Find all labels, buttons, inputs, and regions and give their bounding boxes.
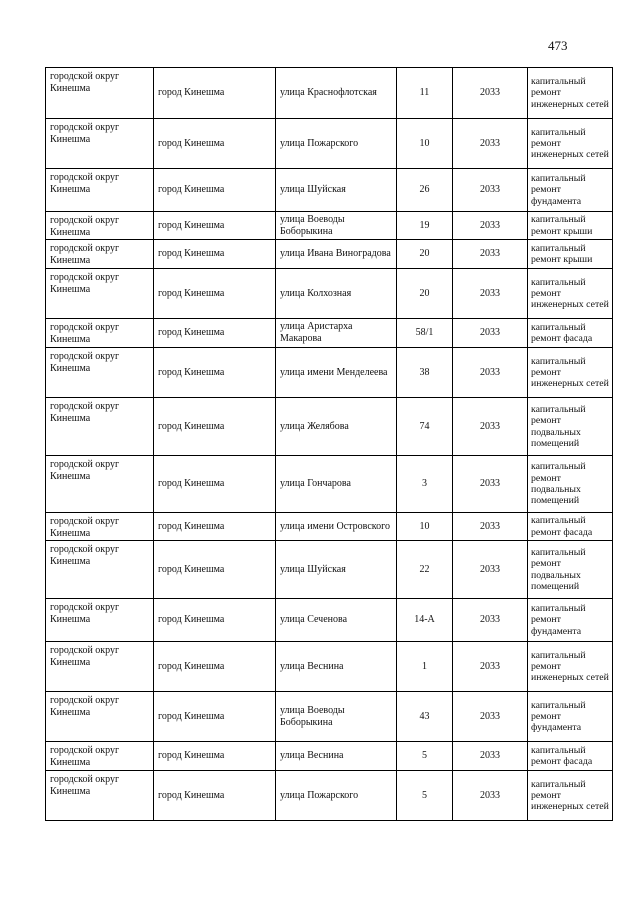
table-row [46, 319, 613, 348]
cell-street: улица Шуйская [276, 169, 397, 212]
cell-house: 58/1 [397, 319, 453, 348]
cell-street: улица Веснина [276, 642, 397, 692]
cell-work: капитальный ремонт подвальных помещений [528, 456, 613, 513]
cell-work: капитальный ремонт фасада [528, 513, 613, 541]
cell-house: 10 [397, 513, 453, 541]
cell-year: 2033 [453, 642, 528, 692]
cell-year: 2033 [453, 771, 528, 821]
cell-work: капитальный ремонт инженерных сетей [528, 642, 613, 692]
cell-street: улица Краснофлотская [276, 68, 397, 119]
table-row [46, 269, 613, 319]
table-row [46, 513, 613, 541]
cell-street: улица Веснина [276, 742, 397, 771]
cell-work: капитальный ремонт фасада [528, 742, 613, 771]
cell-city: город Кинешма [154, 68, 276, 119]
cell-street: улица Шуйская [276, 541, 397, 599]
cell-house: 11 [397, 68, 453, 119]
cell-house: 38 [397, 348, 453, 398]
cell-street: улица Гончарова [276, 456, 397, 513]
cell-street: улица Сеченова [276, 599, 397, 642]
cell-city: город Кинешма [154, 742, 276, 771]
cell-street: улица Воеводы Боборыкина [276, 212, 397, 240]
cell-street: улица имени Островского [276, 513, 397, 541]
cell-city: город Кинешма [154, 269, 276, 319]
cell-year: 2033 [453, 541, 528, 599]
cell-year: 2033 [453, 513, 528, 541]
table-row [46, 456, 613, 513]
cell-year: 2033 [453, 119, 528, 169]
cell-year: 2033 [453, 212, 528, 240]
table-row [46, 119, 613, 169]
cell-house: 19 [397, 212, 453, 240]
cell-work: капитальный ремонт крыши [528, 212, 613, 240]
cell-district: городской округ Кинешма [46, 513, 154, 541]
cell-work: капитальный ремонт крыши [528, 240, 613, 269]
table-body [46, 68, 613, 821]
housing-repair-table [45, 67, 613, 821]
cell-house: 43 [397, 692, 453, 742]
cell-street: улица Колхозная [276, 269, 397, 319]
cell-district: городской округ Кинешма [46, 456, 154, 513]
table-row [46, 599, 613, 642]
cell-city: город Кинешма [154, 319, 276, 348]
cell-work: капитальный ремонт фасада [528, 319, 613, 348]
table-row [46, 692, 613, 742]
table-row [46, 348, 613, 398]
cell-house: 3 [397, 456, 453, 513]
cell-work: капитальный ремонт инженерных сетей [528, 119, 613, 169]
cell-house: 10 [397, 119, 453, 169]
cell-city: город Кинешма [154, 541, 276, 599]
cell-work: капитальный ремонт фундамента [528, 692, 613, 742]
cell-district: городской округ Кинешма [46, 169, 154, 212]
table-row [46, 771, 613, 821]
page-number: 473 [548, 38, 568, 53]
cell-street: улица Пожарского [276, 119, 397, 169]
cell-street: улица Желябова [276, 398, 397, 456]
cell-work: капитальный ремонт инженерных сетей [528, 269, 613, 319]
cell-district: городской округ Кинешма [46, 119, 154, 169]
table-row [46, 68, 613, 119]
cell-year: 2033 [453, 169, 528, 212]
cell-house: 20 [397, 269, 453, 319]
table-row [46, 398, 613, 456]
cell-district: городской округ Кинешма [46, 692, 154, 742]
cell-house: 20 [397, 240, 453, 269]
cell-year: 2033 [453, 692, 528, 742]
cell-year: 2033 [453, 398, 528, 456]
cell-city: город Кинешма [154, 599, 276, 642]
cell-work: капитальный ремонт подвальных помещений [528, 541, 613, 599]
cell-street: улица имени Менделеева [276, 348, 397, 398]
cell-district: городской округ Кинешма [46, 269, 154, 319]
cell-street: улица Пожарского [276, 771, 397, 821]
cell-city: город Кинешма [154, 771, 276, 821]
cell-city: город Кинешма [154, 240, 276, 269]
cell-year: 2033 [453, 742, 528, 771]
cell-city: город Кинешма [154, 119, 276, 169]
cell-district: городской округ Кинешма [46, 742, 154, 771]
cell-year: 2033 [453, 348, 528, 398]
cell-city: город Кинешма [154, 456, 276, 513]
cell-house: 14-А [397, 599, 453, 642]
cell-city: город Кинешма [154, 212, 276, 240]
cell-district: городской округ Кинешма [46, 541, 154, 599]
cell-work: капитальный ремонт фундамента [528, 169, 613, 212]
cell-city: город Кинешма [154, 169, 276, 212]
cell-street: улица Аристарха Макарова [276, 319, 397, 348]
table-row [46, 642, 613, 692]
cell-district: городской округ Кинешма [46, 398, 154, 456]
cell-work: капитальный ремонт инженерных сетей [528, 348, 613, 398]
table-row [46, 240, 613, 269]
cell-year: 2033 [453, 269, 528, 319]
cell-district: городской округ Кинешма [46, 348, 154, 398]
cell-house: 1 [397, 642, 453, 692]
cell-house: 26 [397, 169, 453, 212]
cell-year: 2033 [453, 240, 528, 269]
cell-district: городской округ Кинешма [46, 771, 154, 821]
cell-city: город Кинешма [154, 642, 276, 692]
cell-work: капитальный ремонт инженерных сетей [528, 771, 613, 821]
cell-district: городской округ Кинешма [46, 240, 154, 269]
cell-district: городской округ Кинешма [46, 599, 154, 642]
cell-district: городской округ Кинешма [46, 212, 154, 240]
cell-street: улица Воеводы Боборыкина [276, 692, 397, 742]
cell-district: городской округ Кинешма [46, 642, 154, 692]
cell-house: 5 [397, 742, 453, 771]
table-row [46, 212, 613, 240]
cell-district: городской округ Кинешма [46, 319, 154, 348]
cell-work: капитальный ремонт подвальных помещений [528, 398, 613, 456]
cell-city: город Кинешма [154, 513, 276, 541]
cell-district: городской округ Кинешма [46, 68, 154, 119]
cell-year: 2033 [453, 319, 528, 348]
cell-year: 2033 [453, 456, 528, 513]
table-row [46, 169, 613, 212]
cell-work: капитальный ремонт инженерных сетей [528, 68, 613, 119]
cell-house: 22 [397, 541, 453, 599]
cell-city: город Кинешма [154, 398, 276, 456]
cell-year: 2033 [453, 68, 528, 119]
cell-street: улица Ивана Виноградова [276, 240, 397, 269]
table-row [46, 541, 613, 599]
cell-house: 74 [397, 398, 453, 456]
cell-work: капитальный ремонт фундамента [528, 599, 613, 642]
table-row [46, 742, 613, 771]
cell-city: город Кинешма [154, 348, 276, 398]
cell-year: 2033 [453, 599, 528, 642]
cell-house: 5 [397, 771, 453, 821]
cell-city: город Кинешма [154, 692, 276, 742]
